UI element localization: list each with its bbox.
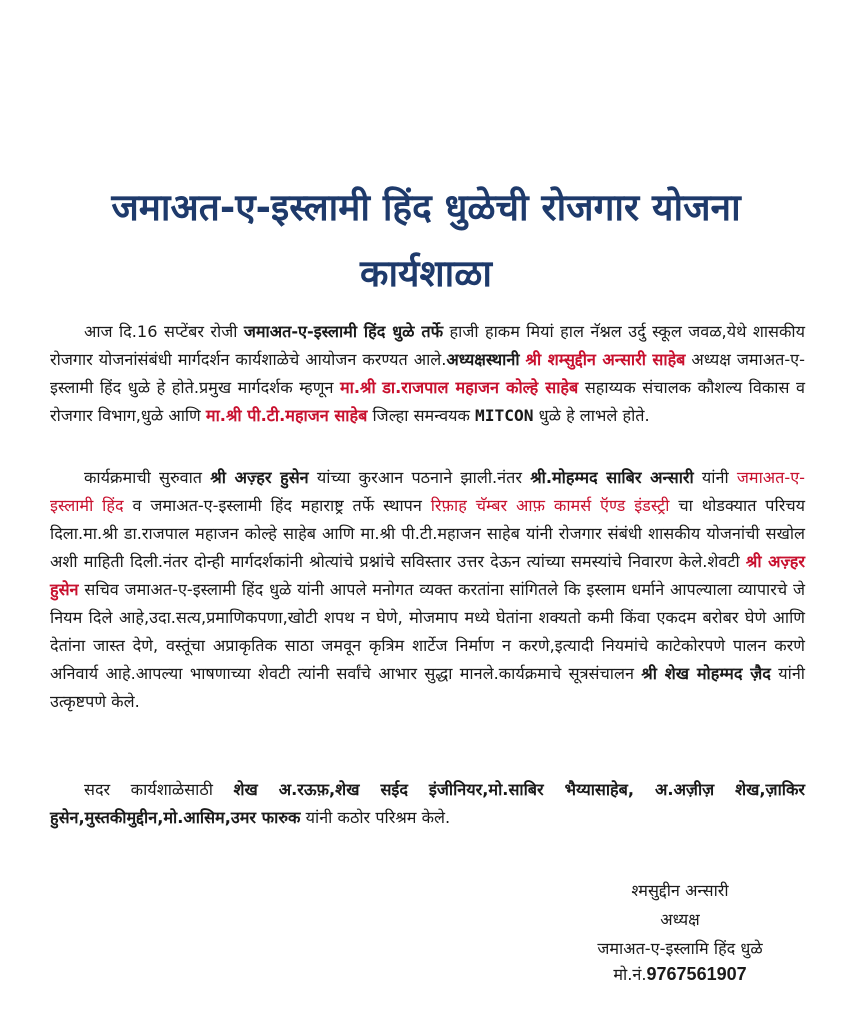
text-segment: यांच्या कुरआन पठनाने झाली.नंतर bbox=[308, 468, 531, 487]
phone-label: मो.नं. bbox=[613, 965, 647, 984]
speaker-name: श्री.मोहम्मद साबिर अन्सारी bbox=[530, 468, 694, 487]
text-segment: यांनी उत्कृष्टपणे केले. bbox=[50, 664, 805, 711]
presided-label: अध्यक्षस्थानी bbox=[446, 350, 520, 369]
guide2-name: मा.श्री पी.टी.महाजन साहेब bbox=[205, 406, 368, 425]
phone-number: 9767561907 bbox=[646, 964, 747, 984]
paragraph-program bbox=[50, 464, 805, 716]
text-segment: आज दि.16 सप्टेंबर रोजी bbox=[84, 322, 244, 341]
volunteer-names: शेख अ.रऊफ़,शेख सईद इंजीनियर,मो.साबिर भैय्यासाहेब, अ.अज़ीज़ शेख,ज़ाकिर हुसेन,मुस्तकीमुद्दीन,मो.आसिम,उमर फारुक bbox=[50, 780, 806, 827]
document-title-line-1: जमाअत-ए-इस्लामी हिंद धुळेची रोजगार योजना bbox=[111, 186, 741, 229]
signature-organization: जमाअत-ए-इस्लामि हिंद धुळे bbox=[597, 939, 763, 958]
guide1-name: डा.राजपाल महाजन कोल्हे साहेब bbox=[382, 378, 579, 397]
president-name: श्री शम्सुद्दीन अन्सारी साहेब bbox=[525, 350, 686, 369]
text-segment: सचिव जमाअत-ए-इस्लामी हिंद धुळे यांनी आपले मनोगत व्यक्त करतांना सांगितले कि इस्लाम धर्माने आपल्याला व्यापारचे जे नियम दिले आहे,उदा.सत्य,प्रमाणिकपणा,खोटी शपथ न घेणे, मोजमाप मध्ये घेतांना शक्यतो कमी किंवा एकदम बरोबर घेणे आणि देतांना जास्त देणे, वस्तूंचा अप्राकृतिक साठा जमवून कृत्रिम शार्टेज निर्माण न करणे,इत्यादी नियमांचे काटेकोरपणे पालन करणे अनिवार्य आहे.आपल्या भाषणाच्या शेवटी त्यांनी सर्वांचे आभार सुद्धा मानले.कार्यक्रमाचे सूत्रसंचालन bbox=[50, 580, 805, 683]
guide1-prefix: मा.श्री bbox=[340, 378, 376, 397]
text-segment: सहाय्यक संचालक कौशल्य विकास व रोजगार विभाग,धुळे आणि bbox=[50, 378, 805, 425]
text-segment: हाजी हाकम मियां हाल नॅश्नल उर्दु स्कूल जवळ,येथे शासकीय रोजगार योजनांसंबंधी मार्गदर्शन कार्यशाळेचे आयोजन करण्यत आले. bbox=[50, 322, 806, 369]
paragraph-introduction bbox=[50, 318, 805, 430]
text-segment: सदर कार्यशाळेसाठी bbox=[84, 780, 234, 799]
secretary-name: श्री अज़्हर हुसेन bbox=[50, 552, 805, 599]
text-segment: व जमाअत-ए-इस्लामी हिंद महाराष्ट्र तर्फे स्थापन bbox=[123, 496, 431, 515]
paragraph-acknowledgement bbox=[50, 776, 805, 832]
signature-designation: अध्यक्ष bbox=[660, 910, 700, 929]
text-segment: यांनी bbox=[693, 468, 737, 487]
reciter-name: श्री अज़्हर हुसेन bbox=[210, 468, 309, 487]
signature-name: श्मसुद्दीन अन्सारी bbox=[631, 881, 729, 900]
text-segment: कार्यक्रमाची सुरुवात bbox=[84, 468, 211, 487]
text-segment: जिल्हा समन्वयक bbox=[367, 406, 476, 425]
organization-name: जमाअत-ए-इस्लामी हिंद bbox=[50, 468, 805, 515]
document-title-line-2: कार्यशाळा bbox=[360, 252, 492, 295]
text-segment: यांनी कठोर परिश्रम केले. bbox=[300, 808, 451, 827]
text-segment: चा थोडक्यात परिचय दिला.मा.श्री डा.राजपाल महाजन कोल्हे साहेब आणि मा.श्री पी.टी.महाजन साहेब यांनी रोजगार संबंधी शासकीय योजनांची सखोल अशी माहिती दिली.नंतर दोन्ही मार्गदर्शकांनी श्रोत्यांचे प्रश्नांचे सविस्तार उत्तर देऊन त्यांच्या समस्यांचे निवारण केले.शेवटी bbox=[50, 496, 805, 571]
organizer-name: जमाअत-ए-इस्लामी हिंद धुळे तर्फे bbox=[243, 322, 444, 341]
signature-phone bbox=[560, 960, 800, 989]
host-name: श्री शेख मोहम्मद ज़ैद bbox=[641, 664, 771, 683]
mitcon-label: MITCON bbox=[475, 406, 534, 425]
text-segment: धुळे हे लाभले होते. bbox=[533, 406, 650, 425]
chamber-name: रिफ़ाह चॅम्बर आफ़ कामर्स ऍण्ड इंडस्ट्री bbox=[430, 496, 670, 515]
text-segment: अध्यक्ष जमाअत-ए-इस्लामी हिंद धुळे हे होते.प्रमुख मार्गदर्शक म्हणून bbox=[50, 350, 805, 397]
